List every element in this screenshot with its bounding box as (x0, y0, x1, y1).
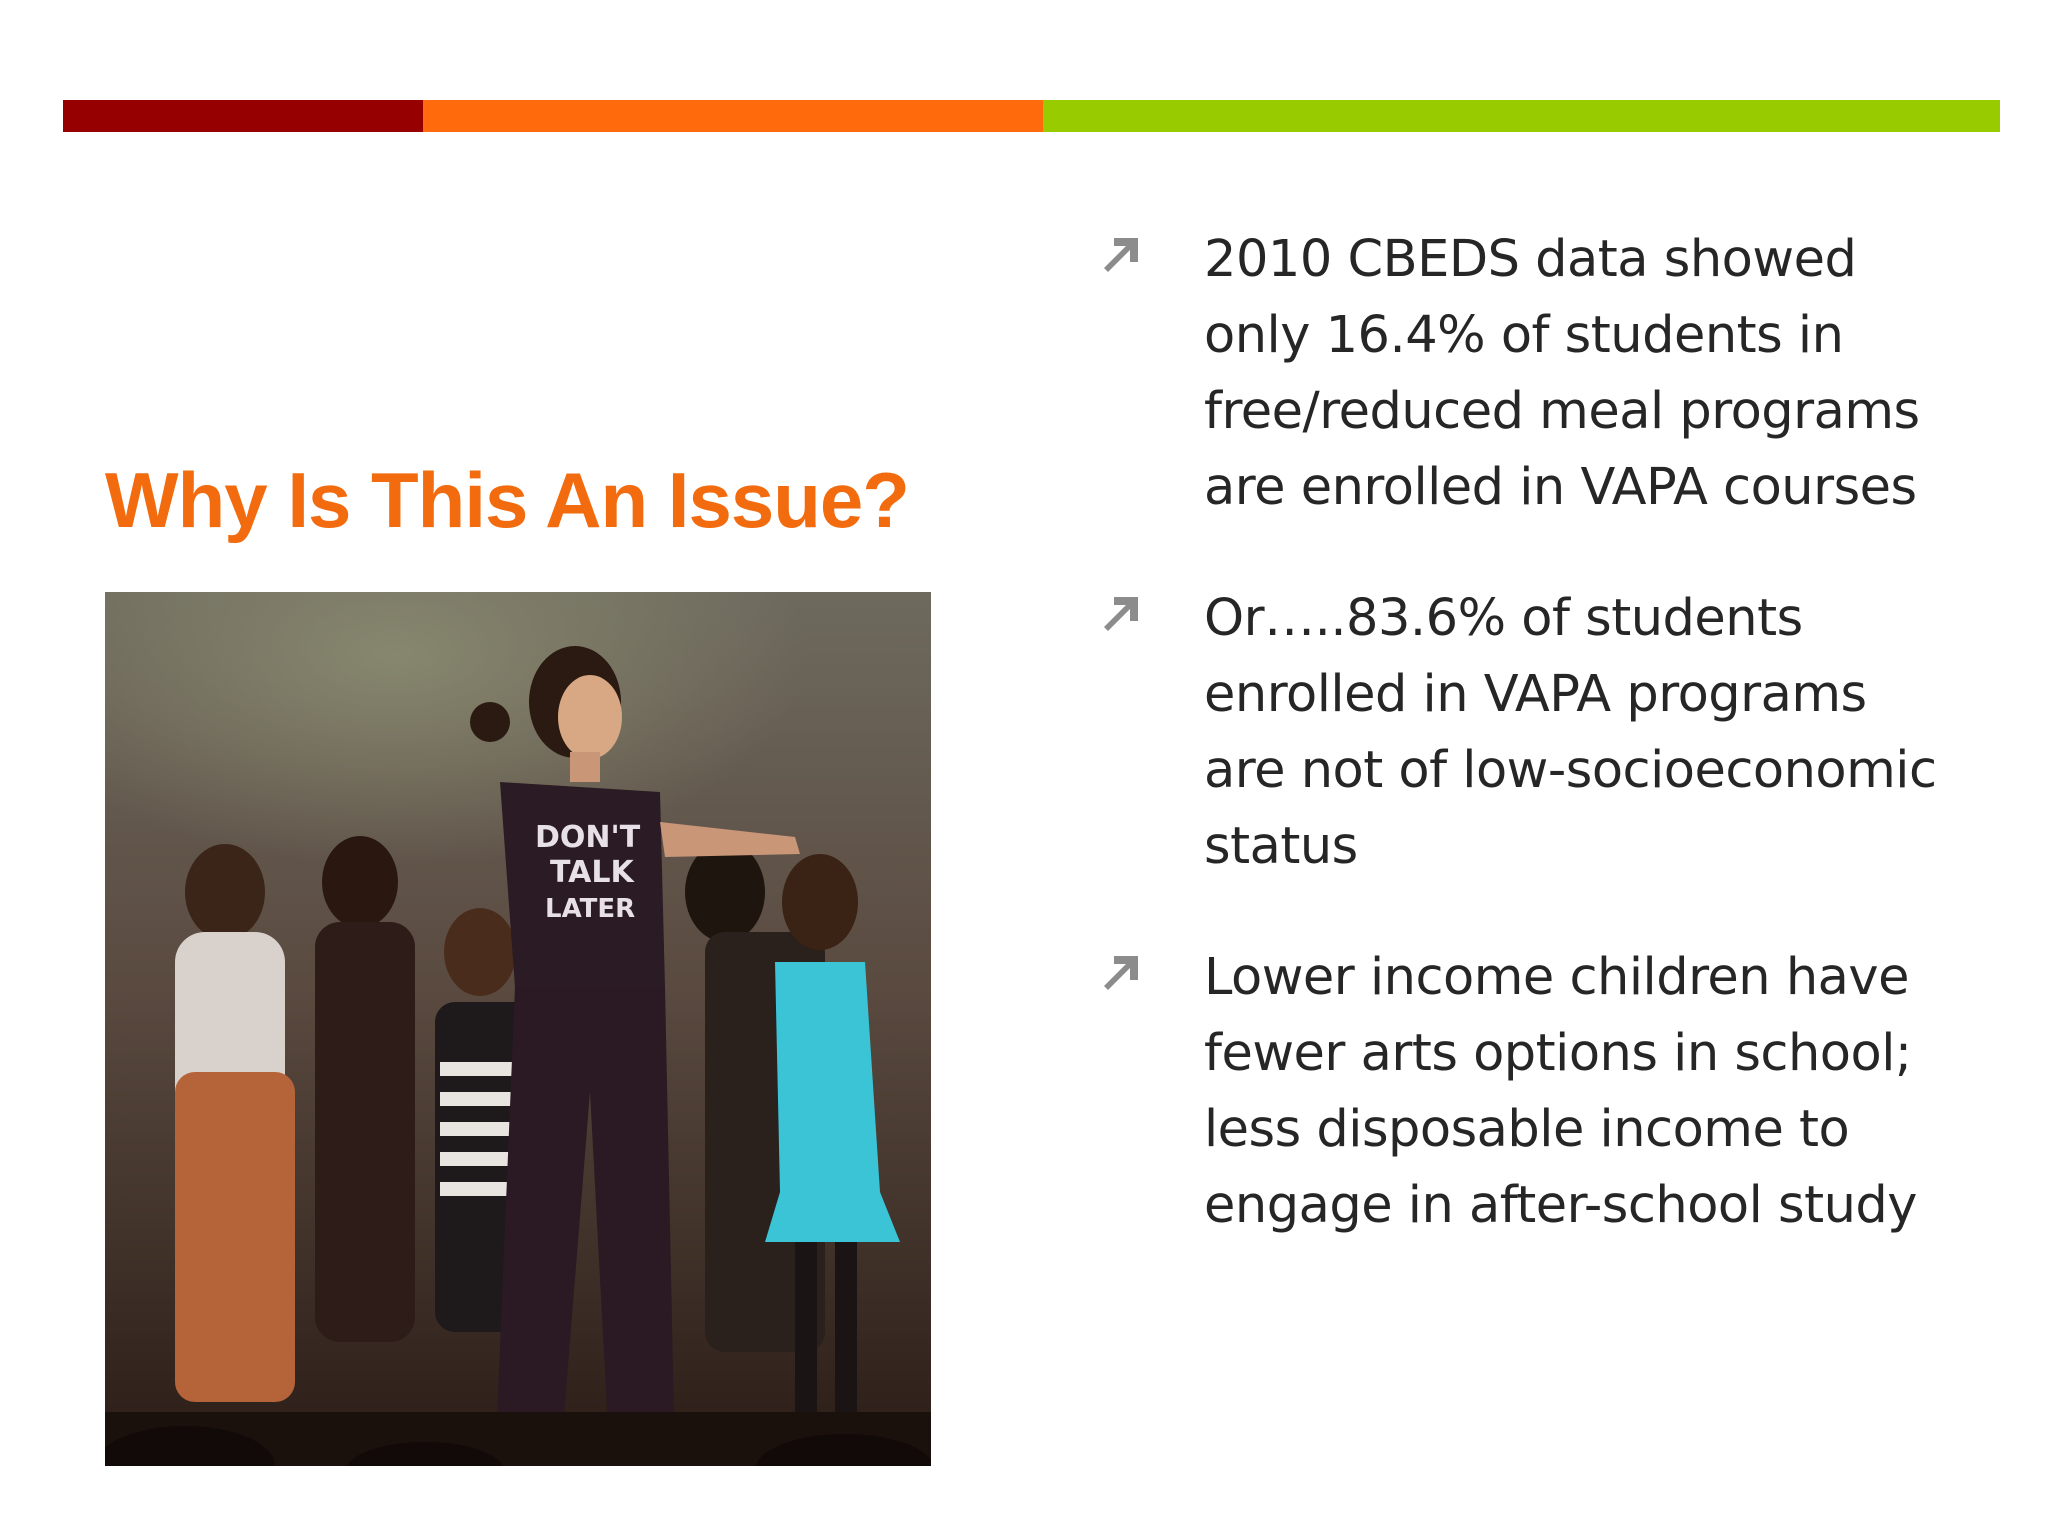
header-band-green (1043, 100, 2000, 132)
bullet-text: Or…..83.6% of students enrolled in VAPA programs are not of low-socioeconomic status (1204, 589, 1937, 876)
shirt-text-line-2: TALK (550, 855, 634, 890)
bullet-text: 2010 CBEDS data showed only 16.4% of students in free/reduced meal programs are enrolled in VAPA courses (1204, 230, 1920, 517)
header-band-red (63, 100, 423, 132)
dance-photo-illustration (105, 592, 931, 1466)
shirt-text-line-3: LATER (545, 894, 636, 924)
arrow-up-right-icon (1100, 591, 1144, 635)
shirt-text-line-1: DON'T (535, 820, 641, 855)
arrow-up-right-icon (1100, 232, 1144, 276)
dance-photo (105, 592, 931, 1466)
bullet-item (1100, 581, 2000, 885)
header-band-orange (423, 100, 1043, 132)
bullet-item (1100, 222, 2000, 526)
bullet-list (1100, 222, 2000, 1299)
slide-title: Why Is This An Issue? (105, 456, 909, 544)
bullet-text: Lower income children have fewer arts options in school; less disposable income to engage in after-school study (1204, 948, 1917, 1235)
arrow-up-right-icon (1100, 950, 1144, 994)
bullet-item (1100, 940, 2000, 1244)
